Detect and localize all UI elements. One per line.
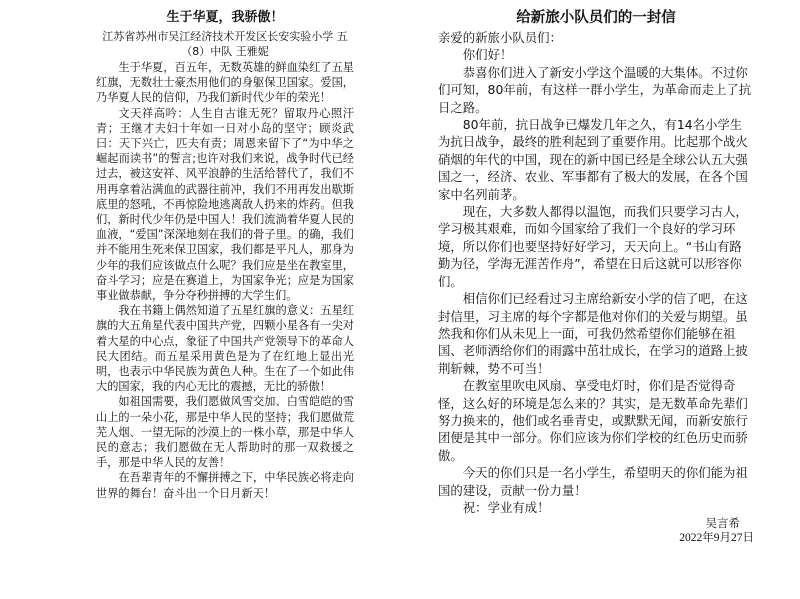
essay-byline: 江苏省苏州市吴江经济技术开发区长安实验小学 五（8）中队 王雅妮	[102, 30, 348, 58]
letter-paragraph: 相信你们已经看过习主席给新安小学的信了吧，在这封信里，习主席的每个字都是他对你们的关爱与期望。虽然我和你们从未见上一面，可我仍然希望你们能够在祖国、老师洒给你们的雨露中茁壮成长，在学习的道路上披荆斩棘，势不可当！	[438, 291, 748, 376]
letter-greeting: 亲爱的新旅小队员们：	[438, 30, 562, 45]
letter-paragraph: 80年前，抗日战争已爆发几年之久，有14名小学生为抗日战争，最终的胜利起到了重要作用。比起那个战火硝烟的年代的中国，现在的新中国已经是全球公认五大强国之一，经济、农业、军事都有了极大的发展，在各个国家中名列前茅。	[438, 117, 748, 202]
letter-hello: 你们好！	[462, 47, 513, 63]
essay-paragraph: 我在书籍上偶然知道了五星红旗的意义：五星红旗的大五角星代表中国共产党，四颗小星各有一尖对着大星的中心点，象征了中国共产党领导下的革命人民大团结。而五星采用黄色是为了在红地上显出光明，也表示中华民族为黄色人种。生在了一个如此伟大的国家，我的内心无比的震撼，无比的骄傲！	[96, 304, 354, 394]
essay-paragraph: 在吾辈青年的不懈拼搏之下，中华民族必将走向世界的舞台！奋斗出一个日月新天！	[96, 471, 354, 500]
essay-paragraph: 生于华夏，百五年，无数英雄的鲜血染红了五星红旗，无数壮士豪杰用他们的身躯保卫国家。爱国，乃华夏人民的信仰，乃我们新时代少年的荣光！	[96, 61, 354, 105]
letter-page	[438, 0, 754, 599]
letter-title: 给新旅小队员们的一封信	[516, 10, 676, 26]
letter-date: 2022年9月27日	[679, 532, 754, 545]
letter-closing: 祝：学业有成！	[462, 499, 550, 515]
letter-paragraph: 在教室里吹电风扇、享受电灯时，你们是否觉得奇怪，这么好的环境是怎么来的？其实，是无数革命先辈们努力换来的，他们或名垂青史，或默默无闻，而新安旅行团便是其中一部分。你们应该为你们学校的红色历史而骄傲。	[438, 378, 748, 463]
letter-paragraph: 现在，大多数人都得以温饱，而我们只要学习古人，学习极其艰难，而如今国家给了我们一个良好的学习环境，所以你们也要坚持好好学习，天天向上。“书山有路勤为径，学海无涯苦作舟”，希望在日后这就可以形容你们。	[438, 204, 748, 289]
letter-paragraph: 今天的你们只是一名小学生，希望明天的你们能为祖国的建设，贡献一份力量！	[438, 465, 748, 498]
essay-page	[96, 0, 354, 599]
letter-paragraph: 恭喜你们进入了新安小学这个温暖的大集体。不过你们可知，80年前，有这样一群小学生，为革命而走上了抗日之路。	[438, 64, 752, 115]
essay-paragraph: 如祖国需要，我们愿做风雪交加、白雪皑皑的雪山上的一朵小花，那是中华人民的坚持；我们愿做荒芜人烟、一望无际的沙漠上的一株小草，那是中华人民的意志；我们愿做在无人帮助时的那一双救援之手，那是中华人民的友善！	[96, 395, 354, 470]
essay-title: 生于华夏，我骄傲！	[166, 10, 284, 25]
essay-paragraph: 文天祥高吟：人生自古谁无死？留取丹心照汗青；王继才夫妇十年如一日对小岛的坚守；顾炎武曰：天下兴亡，匹夫有责；周恩来留下了“为中华之崛起而读书”的誓言;也许对我们来说，战争时代已经过去，被这安祥、风平浪静的生活给替代了，我们不用再拿着沾满血的武器往前冲，我们不用再发出歇斯底里的怒吼，不再惊险地逃离敌人扔来的炸药。但我们，新时代少年仍是中国人！我们流淌着华夏人民的血液，“爱国”深深地刻在我们的骨子里。的确，我们并不能用生死来保卫国家，我们都是平凡人，那身为少年的我们应该做点什么呢？我们应是坐在教室里，奋斗学习；应是在赛道上，为国家争光；应是为国家事业做恭献，争分夺秒拼搏的大学生们。	[96, 106, 354, 303]
letter-signature: 吴言希	[705, 516, 740, 531]
